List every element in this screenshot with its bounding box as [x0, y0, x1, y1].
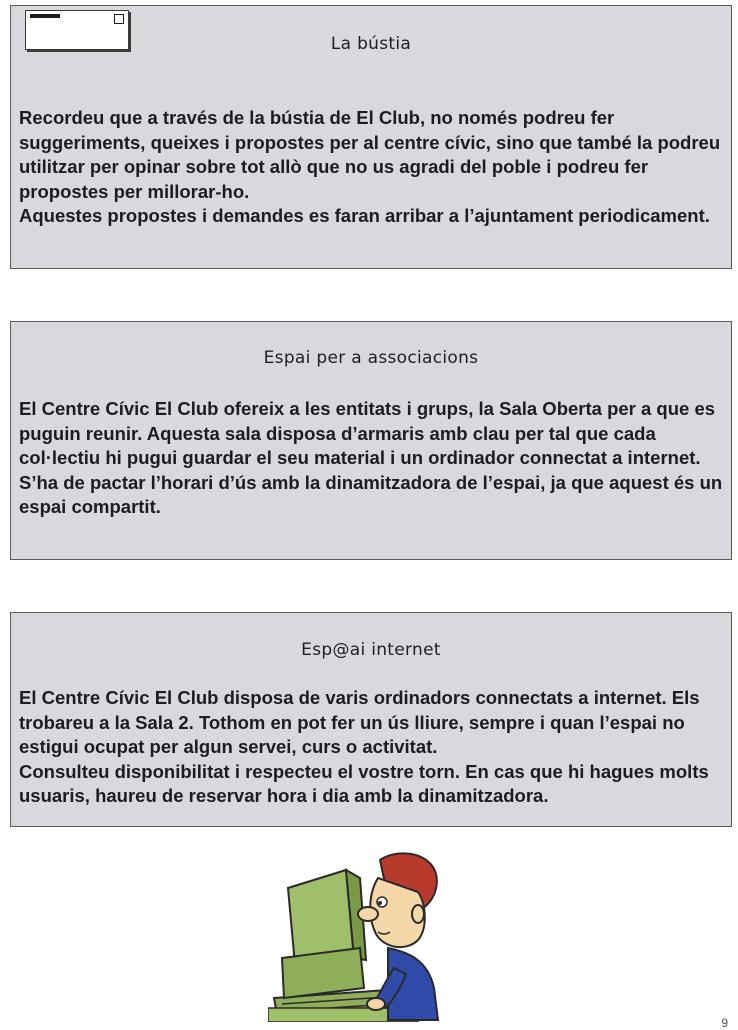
section-title: La bústia	[330, 34, 412, 54]
section-title: Esp@ai internet	[301, 640, 441, 660]
section-title: Espai per a associacions	[263, 348, 479, 368]
envelope-stamp	[114, 14, 124, 24]
person-at-computer-icon	[268, 848, 448, 1022]
section-espai-associacions	[10, 321, 732, 560]
section-body	[19, 397, 725, 520]
paragraph: S’ha de pactar l’horari d’ús amb la dinamitzadora de l’espai, ja que aquest és un espai compartit.	[19, 471, 723, 517]
section-body	[19, 106, 725, 229]
paragraph: Consulteu disponibilitat i respecteu el vostre torn. En cas que hi hagues molts usuaris, haureu de reservar hora i dia amb la dinamitzadora.	[19, 760, 709, 806]
paragraph: El Centre Cívic El Club ofereix a les entitats i grups, la Sala Oberta per a que es puguin reunir. Aquesta sala disposa d’armaris amb clau per tal que cada col·lectiu hi pugui guardar el seu material i un ordinador connectat a internet.	[19, 398, 716, 468]
paragraph: Aquestes propostes i demandes es faran arribar a l’ajuntament periodicament.	[19, 205, 710, 226]
section-body	[19, 686, 725, 809]
paragraph: Recordeu que a través de la bústia de El Club, no només podreu fer suggeriments, queixes i propostes per al centre cívic, sino que també la podreu utilitzar per opinar sobre tot allò que no us agradi del poble i podreu fer propostes per millorar-ho.	[19, 107, 721, 202]
section-la-bustia	[10, 5, 732, 269]
envelope-address-bar	[30, 14, 60, 18]
paragraph: El Centre Cívic El Club disposa de varis ordinadors connectats a internet. Els trobareu a la Sala 2. Tothom en pot fer un ús lliure, sempre i quan l’espai no estigui ocupat per algun servei, curs o activitat.	[19, 687, 700, 757]
section-espai-internet	[10, 612, 732, 827]
page-number: 9	[721, 1016, 728, 1030]
